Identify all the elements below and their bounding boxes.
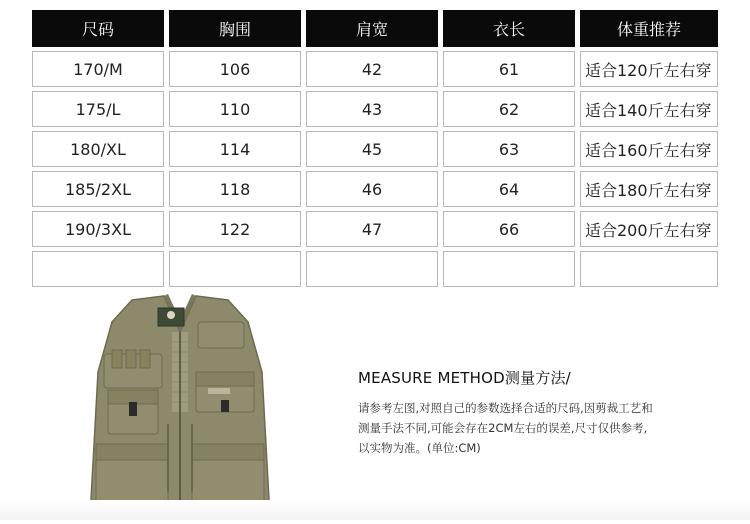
cell-weight: 适合120斤左右穿 [580,51,718,87]
floor-shadow [0,500,750,520]
cell-size [32,251,164,287]
cell-length [443,251,575,287]
cell-weight: 适合180斤左右穿 [580,171,718,207]
measure-line: 测量手法不同,可能会存在2CM左右的误差,尺寸仅供参考, [358,421,648,435]
vest-product-image [80,292,280,520]
cell-shoulder: 45 [306,131,438,167]
cell-chest: 122 [169,211,301,247]
measure-method-description [358,398,718,458]
cell-shoulder: 43 [306,91,438,127]
table-row-empty [32,251,718,287]
header-shoulder: 肩宽 [306,10,438,47]
table-row [32,51,718,87]
cell-chest [169,251,301,287]
cell-weight: 适合140斤左右穿 [580,91,718,127]
cell-size: 180/XL [32,131,164,167]
table-row [32,171,718,207]
cell-weight: 适合160斤左右穿 [580,131,718,167]
cell-size: 170/M [32,51,164,87]
cell-length: 61 [443,51,575,87]
measure-line: 请参考左图,对照自己的参数选择合适的尺码,因剪裁工艺和 [358,401,653,415]
cell-size: 190/3XL [32,211,164,247]
measure-method-title: MEASURE METHOD测量方法/ [358,369,571,387]
cell-length: 66 [443,211,575,247]
table-header-row [32,10,718,47]
cell-size: 185/2XL [32,171,164,207]
table-row [32,211,718,247]
cell-weight [580,251,718,287]
cell-weight: 适合200斤左右穿 [580,211,718,247]
vest-illustration [80,292,280,520]
cell-shoulder: 42 [306,51,438,87]
cell-shoulder [306,251,438,287]
cell-length: 62 [443,91,575,127]
cell-size: 175/L [32,91,164,127]
cell-shoulder: 47 [306,211,438,247]
header-weight: 体重推荐 [580,10,718,47]
header-chest: 胸围 [169,10,301,47]
header-length: 衣长 [443,10,575,47]
cell-chest: 118 [169,171,301,207]
cell-length: 64 [443,171,575,207]
table-row [32,131,718,167]
measure-line: 以实物为准。(单位:CM) [358,441,481,455]
header-size: 尺码 [32,10,164,47]
cell-length: 63 [443,131,575,167]
cell-chest: 110 [169,91,301,127]
cell-shoulder: 46 [306,171,438,207]
cell-chest: 106 [169,51,301,87]
cell-chest: 114 [169,131,301,167]
table-row [32,91,718,127]
size-chart-table [32,10,718,291]
